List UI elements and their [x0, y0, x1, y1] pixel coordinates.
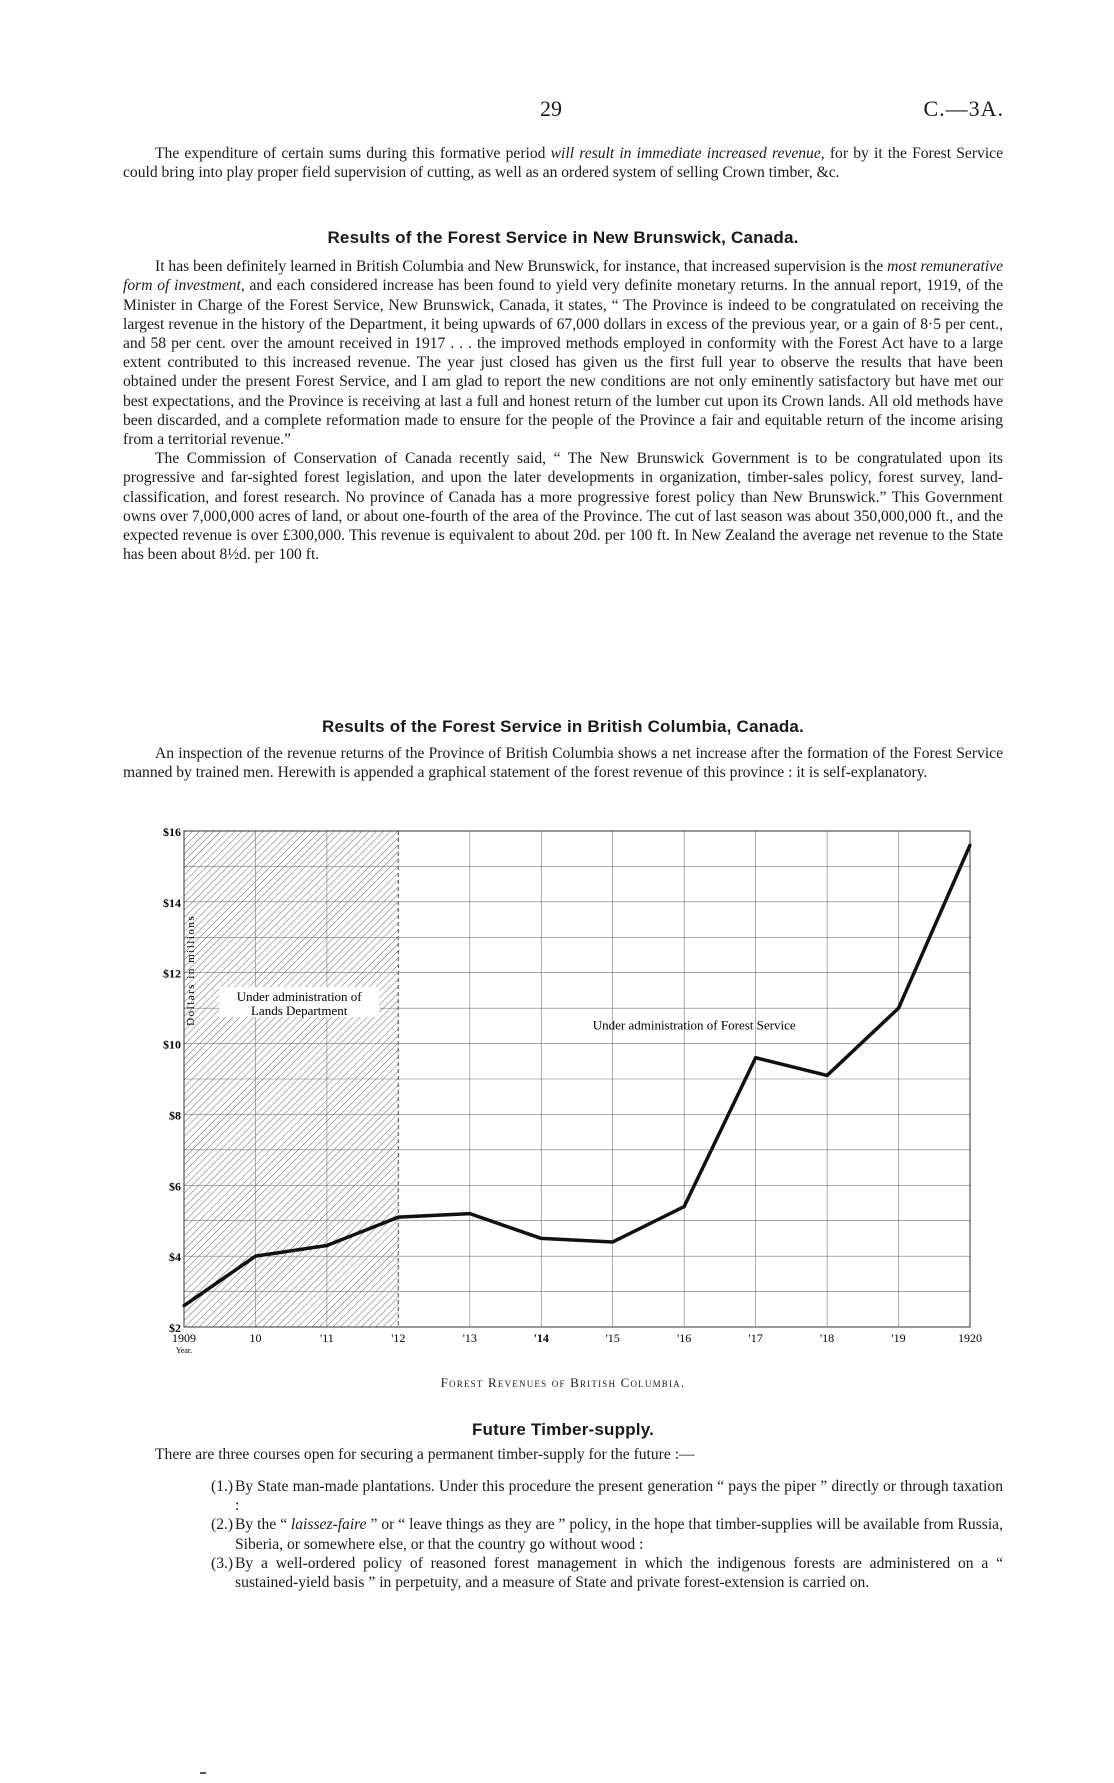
x-tick-label: 1909 [172, 1331, 196, 1345]
annotation-line: Under administration of [236, 989, 362, 1005]
nb-p1-emphasis: most remunerative form of investment [123, 258, 1004, 295]
x-tick-label: 1920 [958, 1331, 982, 1345]
y-tick-label: $2 [169, 1321, 181, 1335]
data-point [611, 1240, 614, 1243]
y-tick-label: $12 [163, 966, 181, 981]
x-tick-label: '19 [891, 1331, 906, 1345]
chart-caption: Forest Revenues of British Columbia. [440, 1375, 686, 1390]
y-tick-label: $6 [169, 1179, 181, 1194]
x-tick-label: '13 [462, 1331, 477, 1345]
data-point [968, 844, 971, 847]
data-point [325, 1244, 328, 1247]
section-british-columbia [123, 717, 1003, 783]
new-brunswick-paragraph-2: The Commission of Conservation of Canada recently said, “ The New Brunswick Government is to be congratulated upon its progressive and far-sighted forest legislation, and upon the later developments in organization, timber-sales policy, forest survey, land-classification, and forest research. No province of Canada has a more progressive forest policy than New Brunswick.” This Government owns over 7,000,000 acres of land, or about one-fourth of the area of the Province. The cut of last season was about 350,000,000 ft., and the expected revenue is over £300,000. This revenue is equivalent to about 20d. per 100 ft. In New Zealand the average net revenue to the State has been about 8½d. per 100 ft. [123, 450, 1003, 564]
list-item-number: (1.) [211, 1478, 234, 1495]
list-item [123, 1554, 1003, 1592]
nb-p1-text-a: It has been definitely learned in British Columbia and New Brunswick, for instance, that increased supervision is the [155, 258, 888, 276]
data-point [825, 1074, 828, 1077]
x-tick-label: 10 [249, 1331, 262, 1345]
list-item [123, 1515, 1003, 1553]
document-reference: C.—3A. [923, 96, 1004, 121]
x-tick-label: '15 [605, 1331, 620, 1345]
section-future-timber [123, 1420, 1003, 1464]
new-brunswick-paragraph-1 [123, 257, 1003, 449]
intro-text-b: , for by it the Forest Service could bring into play proper field supervision of cutting, as well as an ordered system of selling Crown timber, &c. [123, 145, 1003, 182]
data-point [254, 1255, 257, 1258]
section-new-brunswick [123, 228, 1003, 564]
y-tick-label: $8 [169, 1108, 181, 1123]
section-heading-future-timber: Future Timber-supply. [471, 1420, 655, 1439]
intro-paragraph [123, 144, 1003, 182]
list-item-text [235, 1477, 1003, 1515]
list-item-text-a: By a well-ordered policy of reasoned forest management in which the indigenous forests are administered on a “ sustained-yield basis ” in perpetuity, and a measure of State and private forest-extension is carried on. [235, 1554, 1003, 1592]
y-tick-label: $10 [163, 1037, 181, 1052]
data-point [754, 1056, 757, 1059]
list-item-number: (2.) [211, 1516, 234, 1534]
section-heading-new-brunswick: Results of the Forest Service in New Brunswick, Canada. [327, 228, 799, 247]
x-tick-label: '14 [533, 1331, 549, 1345]
page-number: 29 [540, 96, 562, 121]
x-tick-label: '11 [320, 1331, 334, 1345]
annotation-forest-service: Under administration of Forest Service [592, 1017, 796, 1033]
british-columbia-paragraph: An inspection of the revenue returns of the Province of British Columbia shows a net increase after the formation of the Forest Service manned by trained men. Herewith is appended a graphical statement of the forest revenue of this province : it is self-explanatory. [123, 745, 1003, 782]
list-item-text-a: By the “ [235, 1516, 291, 1534]
y-tick-label: $16 [163, 825, 181, 839]
annotation-lands-department [237, 989, 363, 1018]
section-heading-british-columbia: Results of the Forest Service in British Columbia, Canada. [321, 717, 805, 736]
y-tick-label: $14 [163, 895, 181, 910]
data-point [540, 1237, 543, 1240]
data-point [897, 1007, 900, 1010]
list-item-text-a: By State man-made plantations. Under this procedure the present generation “ pays the piper ” directly or through taxation : [235, 1478, 1003, 1515]
list-item-number: (3.) [211, 1554, 234, 1572]
list-item [123, 1477, 1003, 1515]
page-mark [200, 1772, 206, 1774]
data-point [397, 1216, 400, 1219]
x-tick-label: '16 [677, 1331, 692, 1345]
intro-paragraph-block [123, 144, 1003, 182]
y-tick-label: $4 [169, 1250, 181, 1265]
annotation-line: Lands Department [250, 1003, 348, 1019]
forest-revenue-chart [156, 825, 996, 1355]
data-point [182, 1304, 185, 1307]
list-item-text [235, 1515, 1003, 1553]
chart-svg [156, 825, 996, 1355]
data-point [468, 1212, 471, 1215]
list-item-text-b: ” or “ leave things as they are ” policy, in the hope that timber-supplies will be available from Russia, Siberia, or somewhere else, or that the country go without wood : [235, 1516, 1003, 1553]
course-list [123, 1477, 1003, 1592]
list-item-text [235, 1554, 1003, 1592]
future-timber-intro: There are three courses open for securing a permanent timber-supply for the future :— [155, 1446, 695, 1464]
x-tick-label: '12 [391, 1331, 406, 1345]
x-tick-label: '17 [748, 1331, 763, 1345]
x-axis-label: Year. [175, 1346, 193, 1355]
y-axis-label: Dollars in millions [185, 914, 197, 1026]
x-tick-label: '18 [820, 1331, 835, 1345]
nb-p1-text-b: , and each considered increase has been found to yield very definite monetary returns. In the annual report, 1919, of the Minister in Charge of the Forest Service, New Brunswick, Canada, it states, “ The Province is indeed to be congratulated on receiving the largest revenue in the history of the Department, it being upwards of 67,000 dollars in excess of the previous year, or a gain of 8·5 per cent., and 58 per cent. over the amount received in 1917 . . . the improved methods employed in conformity with the Forest Act have to a large extent contributed to this increased revenue. The year just closed has given us the first full year to observe the results that have been obtained under the present Forest Service, and I am glad to report the new conditions are not only eminently satisfactory but have met our best expectations, and the Province is receiving at last a full and honest return of the lumber cut upon its Crown lands. All old methods have been discarded, and a complete reformation made to ensure for the people of the Province a fair and equitable return of the income arising from a territorial revenue.” [123, 277, 1003, 449]
intro-emphasis: will result in immediate increased revenue [550, 145, 821, 162]
intro-text-a: The expenditure of certain sums during this formative period [155, 145, 551, 162]
list-item-emphasis: laissez-faire [290, 1516, 367, 1534]
page-header [0, 96, 1114, 126]
data-point [683, 1205, 686, 1208]
